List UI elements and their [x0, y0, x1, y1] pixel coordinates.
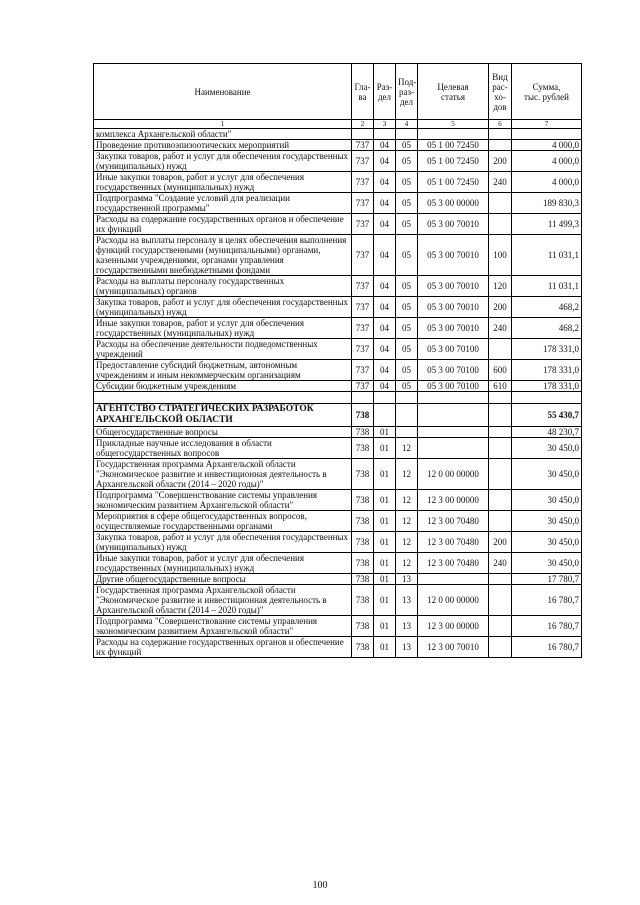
- table-row: [94, 193, 582, 214]
- header-podrazdel: Под- раз- дел: [396, 64, 418, 120]
- row-glava: 737: [352, 140, 374, 151]
- column-number: 5: [418, 120, 489, 129]
- row-razdel: 04: [374, 235, 396, 276]
- row-vid-rashodov: 610: [489, 381, 512, 392]
- column-number: 1: [94, 120, 352, 129]
- row-podrazdel: 05: [396, 297, 418, 318]
- row-name: Прикладные научные исследования в области общегосударственных вопросов: [94, 438, 352, 459]
- row-vid-rashodov: [489, 193, 512, 214]
- row-podrazdel: [396, 129, 418, 140]
- row-cel-statya: 12 3 00 00000: [418, 616, 489, 637]
- row-glava: 738: [352, 616, 374, 637]
- row-name: Расходы на содержание государственных органов и обеспечение их функций: [94, 637, 352, 658]
- row-summa: 16 780,7: [512, 616, 582, 637]
- row-podrazdel: [396, 427, 418, 438]
- table-row: [94, 214, 582, 235]
- row-summa: 4 000,0: [512, 151, 582, 172]
- row-name: АГЕНТСТВО СТРАТЕГИЧЕСКИХ РАЗРАБОТОК АРХАНГЕЛЬСКОЙ ОБЛАСТИ: [94, 404, 352, 427]
- row-razdel: 01: [374, 585, 396, 616]
- row-glava: 737: [352, 297, 374, 318]
- row-name: Общегосударственные вопросы: [94, 427, 352, 438]
- table-row: [94, 360, 582, 381]
- budget-table: [93, 63, 582, 658]
- blank-cell: [374, 392, 396, 404]
- row-name: Государственная программа Архангельской области "Экономическое развитие и инвестиционная деятельность в Архангельской области (2014 – 2020 годы)": [94, 585, 352, 616]
- row-summa: 11 031,1: [512, 235, 582, 276]
- table-row: [94, 235, 582, 276]
- row-vid-rashodov: 120: [489, 276, 512, 297]
- row-podrazdel: 05: [396, 235, 418, 276]
- row-summa: 468,2: [512, 297, 582, 318]
- row-podrazdel: 13: [396, 574, 418, 585]
- row-name: Расходы на обеспечение деятельности подведомственных учреждений: [94, 339, 352, 360]
- row-summa: 16 780,7: [512, 637, 582, 658]
- row-podrazdel: 12: [396, 459, 418, 490]
- row-podrazdel: 05: [396, 140, 418, 151]
- row-vid-rashodov: [489, 637, 512, 658]
- table-row: [94, 140, 582, 151]
- row-razdel: 04: [374, 297, 396, 318]
- row-glava: 738: [352, 438, 374, 459]
- row-razdel: 01: [374, 532, 396, 553]
- row-podrazdel: 13: [396, 585, 418, 616]
- row-cel-statya: 05 1 00 72450: [418, 151, 489, 172]
- table-row: [94, 427, 582, 438]
- column-number: 7: [512, 120, 582, 129]
- column-number: 2: [352, 120, 374, 129]
- row-summa: 30 450,0: [512, 511, 582, 532]
- row-podrazdel: [396, 404, 418, 427]
- table-row: [94, 574, 582, 585]
- row-glava: 737: [352, 235, 374, 276]
- blank-cell: [489, 392, 512, 404]
- header-name: Наименование: [94, 64, 352, 120]
- row-razdel: 01: [374, 427, 396, 438]
- row-vid-rashodov: [489, 490, 512, 511]
- row-razdel: 04: [374, 214, 396, 235]
- row-name: Иные закупки товаров, работ и услуг для обеспечения государственных (муниципальных) нужд: [94, 553, 352, 574]
- row-cel-statya: 12 0 00 00000: [418, 585, 489, 616]
- row-razdel: 04: [374, 151, 396, 172]
- row-name: Иные закупки товаров, работ и услуг для обеспечения государственных (муниципальных) нужд: [94, 172, 352, 193]
- row-podrazdel: 13: [396, 616, 418, 637]
- row-podrazdel: 05: [396, 339, 418, 360]
- row-summa: 30 450,0: [512, 438, 582, 459]
- column-number-row: [94, 120, 582, 129]
- row-podrazdel: 05: [396, 276, 418, 297]
- row-razdel: 04: [374, 193, 396, 214]
- row-name: Иные закупки товаров, работ и услуг для обеспечения государственных (муниципальных) нужд: [94, 318, 352, 339]
- table-row: [94, 318, 582, 339]
- row-cel-statya: 12 3 00 70480: [418, 532, 489, 553]
- row-vid-rashodov: [489, 404, 512, 427]
- row-podrazdel: 13: [396, 637, 418, 658]
- table-row: [94, 637, 582, 658]
- row-vid-rashodov: 240: [489, 318, 512, 339]
- row-podrazdel: 12: [396, 438, 418, 459]
- row-name: Закупка товаров, работ и услуг для обеспечения государственных (муниципальных) нужд: [94, 532, 352, 553]
- table-row: [94, 459, 582, 490]
- row-name: Проведение противоэпизоотических мероприятий: [94, 140, 352, 151]
- row-name: Подпрограмма "Совершенствование системы управления экономическим развитием Архангельской области": [94, 616, 352, 637]
- row-razdel: 01: [374, 553, 396, 574]
- row-razdel: 01: [374, 637, 396, 658]
- row-cel-statya: 05 1 00 72450: [418, 140, 489, 151]
- row-name: Субсидии бюджетным учреждениям: [94, 381, 352, 392]
- row-vid-rashodov: 600: [489, 360, 512, 381]
- row-glava: 738: [352, 459, 374, 490]
- row-summa: 11 499,3: [512, 214, 582, 235]
- row-cel-statya: 05 3 00 00000: [418, 193, 489, 214]
- row-razdel: 01: [374, 438, 396, 459]
- row-vid-rashodov: [489, 140, 512, 151]
- blank-cell: [418, 392, 489, 404]
- row-vid-rashodov: [489, 438, 512, 459]
- row-glava: 737: [352, 276, 374, 297]
- blank-cell: [352, 392, 374, 404]
- blank-cell: [94, 392, 352, 404]
- row-podrazdel: 05: [396, 151, 418, 172]
- row-name: Государственная программа Архангельской области "Экономическое развитие и инвестиционная деятельность в Архангельской области (2014 – 2020 годы)": [94, 459, 352, 490]
- row-summa: [512, 129, 582, 140]
- row-summa: 30 450,0: [512, 553, 582, 574]
- row-glava: 738: [352, 585, 374, 616]
- table-row: [94, 339, 582, 360]
- row-summa: 30 450,0: [512, 532, 582, 553]
- header-razdel: Раз- дел: [374, 64, 396, 120]
- row-name: Расходы на содержание государственных органов и обеспечение их функций: [94, 214, 352, 235]
- table-row: [94, 553, 582, 574]
- row-glava: 737: [352, 381, 374, 392]
- table-body: [94, 129, 582, 658]
- row-summa: 4 000,0: [512, 172, 582, 193]
- row-summa: 178 331,0: [512, 381, 582, 392]
- row-podrazdel: 05: [396, 318, 418, 339]
- row-glava: [352, 129, 374, 140]
- row-glava: 738: [352, 574, 374, 585]
- table-row: [94, 129, 582, 140]
- column-number: 3: [374, 120, 396, 129]
- row-cel-statya: [418, 574, 489, 585]
- row-summa: 178 331,0: [512, 360, 582, 381]
- row-podrazdel: 05: [396, 214, 418, 235]
- row-summa: 30 450,0: [512, 490, 582, 511]
- row-summa: 4 000,0: [512, 140, 582, 151]
- row-cel-statya: [418, 404, 489, 427]
- row-glava: 737: [352, 172, 374, 193]
- row-vid-rashodov: 240: [489, 553, 512, 574]
- table-row: [94, 381, 582, 392]
- row-glava: 737: [352, 339, 374, 360]
- row-razdel: 04: [374, 140, 396, 151]
- blank-cell: [396, 392, 418, 404]
- row-vid-rashodov: [489, 459, 512, 490]
- row-summa: 189 830,3: [512, 193, 582, 214]
- row-razdel: 04: [374, 381, 396, 392]
- row-name: Расходы на выплаты персоналу государственных (муниципальных) органов: [94, 276, 352, 297]
- row-glava: 738: [352, 637, 374, 658]
- row-cel-statya: [418, 438, 489, 459]
- row-glava: 737: [352, 360, 374, 381]
- row-summa: 17 780,7: [512, 574, 582, 585]
- column-number: 6: [489, 120, 512, 129]
- table-row: [94, 151, 582, 172]
- row-glava: 737: [352, 214, 374, 235]
- row-podrazdel: 12: [396, 553, 418, 574]
- row-cel-statya: 05 3 00 70010: [418, 235, 489, 276]
- row-cel-statya: 12 3 00 70480: [418, 511, 489, 532]
- row-summa: 11 031,1: [512, 276, 582, 297]
- table-row: [94, 172, 582, 193]
- row-summa: 48 230,7: [512, 427, 582, 438]
- table-row: [94, 276, 582, 297]
- table-row: [94, 511, 582, 532]
- blank-cell: [512, 392, 582, 404]
- table-row: [94, 616, 582, 637]
- row-cel-statya: 05 3 00 70100: [418, 360, 489, 381]
- header-summa: Сумма, тыс. рублей: [512, 64, 582, 120]
- row-summa: 178 331,0: [512, 339, 582, 360]
- row-glava: 737: [352, 193, 374, 214]
- row-vid-rashodov: [489, 129, 512, 140]
- row-podrazdel: 05: [396, 193, 418, 214]
- row-vid-rashodov: [489, 574, 512, 585]
- row-razdel: 04: [374, 339, 396, 360]
- row-cel-statya: 12 3 00 70480: [418, 553, 489, 574]
- row-glava: 738: [352, 404, 374, 427]
- row-podrazdel: 12: [396, 511, 418, 532]
- row-cel-statya: 05 3 00 70010: [418, 297, 489, 318]
- row-vid-rashodov: [489, 511, 512, 532]
- table-row: [94, 585, 582, 616]
- row-glava: 738: [352, 511, 374, 532]
- row-vid-rashodov: 200: [489, 297, 512, 318]
- row-razdel: [374, 404, 396, 427]
- row-name: Закупка товаров, работ и услуг для обеспечения государственных (муниципальных) нужд: [94, 297, 352, 318]
- row-vid-rashodov: 240: [489, 172, 512, 193]
- header-vid-rashodov: Вид рас- хо- дов: [489, 64, 512, 120]
- row-glava: 738: [352, 553, 374, 574]
- row-name: Закупка товаров, работ и услуг для обеспечения государственных (муниципальных) нужд: [94, 151, 352, 172]
- row-vid-rashodov: 200: [489, 532, 512, 553]
- row-razdel: 04: [374, 360, 396, 381]
- row-vid-rashodov: [489, 427, 512, 438]
- row-name: Подпрограмма "Совершенствование системы управления экономическим развитием Архангельской области": [94, 490, 352, 511]
- row-razdel: 01: [374, 459, 396, 490]
- agency-row: [94, 404, 582, 427]
- row-cel-statya: 12 3 00 00000: [418, 490, 489, 511]
- row-summa: 468,2: [512, 318, 582, 339]
- row-summa: 16 780,7: [512, 585, 582, 616]
- column-number: 4: [396, 120, 418, 129]
- row-cel-statya: 05 3 00 70010: [418, 214, 489, 235]
- row-vid-rashodov: [489, 214, 512, 235]
- row-cel-statya: 05 1 00 72450: [418, 172, 489, 193]
- table-row: [94, 438, 582, 459]
- row-vid-rashodov: [489, 616, 512, 637]
- row-podrazdel: 05: [396, 381, 418, 392]
- row-razdel: [374, 129, 396, 140]
- row-glava: 738: [352, 490, 374, 511]
- row-name: Расходы на выплаты персоналу в целях обеспечения выполнения функций государственными (муниципальными) органами, казенными учреждениями, органами управления государственными внебюджетными фондами: [94, 235, 352, 276]
- row-glava: 738: [352, 532, 374, 553]
- row-razdel: 01: [374, 511, 396, 532]
- row-name: Другие общегосударственные вопросы: [94, 574, 352, 585]
- row-cel-statya: 12 3 00 70010: [418, 637, 489, 658]
- row-podrazdel: 05: [396, 360, 418, 381]
- row-glava: 737: [352, 318, 374, 339]
- row-cel-statya: [418, 129, 489, 140]
- row-name: Подпрограмма "Создание условий для реализации государственной программы": [94, 193, 352, 214]
- row-name: комплекса Архангельской области": [94, 129, 352, 140]
- row-razdel: 04: [374, 318, 396, 339]
- table-row: [94, 297, 582, 318]
- table-header-row: [94, 64, 582, 120]
- row-name: Предоставление субсидий бюджетным, автономным учреждениям и иным некоммерческим организациям: [94, 360, 352, 381]
- row-cel-statya: 05 3 00 70100: [418, 339, 489, 360]
- table-row: [94, 532, 582, 553]
- row-name: Мероприятия в сфере общегосударственных вопросов, осуществляемые государственными органами: [94, 511, 352, 532]
- row-vid-rashodov: 100: [489, 235, 512, 276]
- row-vid-rashodov: [489, 585, 512, 616]
- row-vid-rashodov: 200: [489, 151, 512, 172]
- row-podrazdel: 12: [396, 490, 418, 511]
- row-glava: 738: [352, 427, 374, 438]
- header-glava: Гла- ва: [352, 64, 374, 120]
- row-razdel: 04: [374, 276, 396, 297]
- table-row: [94, 490, 582, 511]
- row-cel-statya: 05 3 00 70010: [418, 318, 489, 339]
- row-cel-statya: 05 3 00 70010: [418, 276, 489, 297]
- blank-row: [94, 392, 582, 404]
- row-razdel: 01: [374, 616, 396, 637]
- row-summa: 55 430,7: [512, 404, 582, 427]
- header-cel-statya: Целевая статья: [418, 64, 489, 120]
- row-glava: 737: [352, 151, 374, 172]
- row-razdel: 01: [374, 574, 396, 585]
- row-cel-statya: [418, 427, 489, 438]
- row-podrazdel: 05: [396, 172, 418, 193]
- row-razdel: 01: [374, 490, 396, 511]
- row-podrazdel: 12: [396, 532, 418, 553]
- page-number: 100: [312, 880, 328, 891]
- row-summa: 30 450,0: [512, 459, 582, 490]
- row-razdel: 04: [374, 172, 396, 193]
- row-vid-rashodov: [489, 339, 512, 360]
- row-cel-statya: 12 0 00 00000: [418, 459, 489, 490]
- row-cel-statya: 05 3 00 70100: [418, 381, 489, 392]
